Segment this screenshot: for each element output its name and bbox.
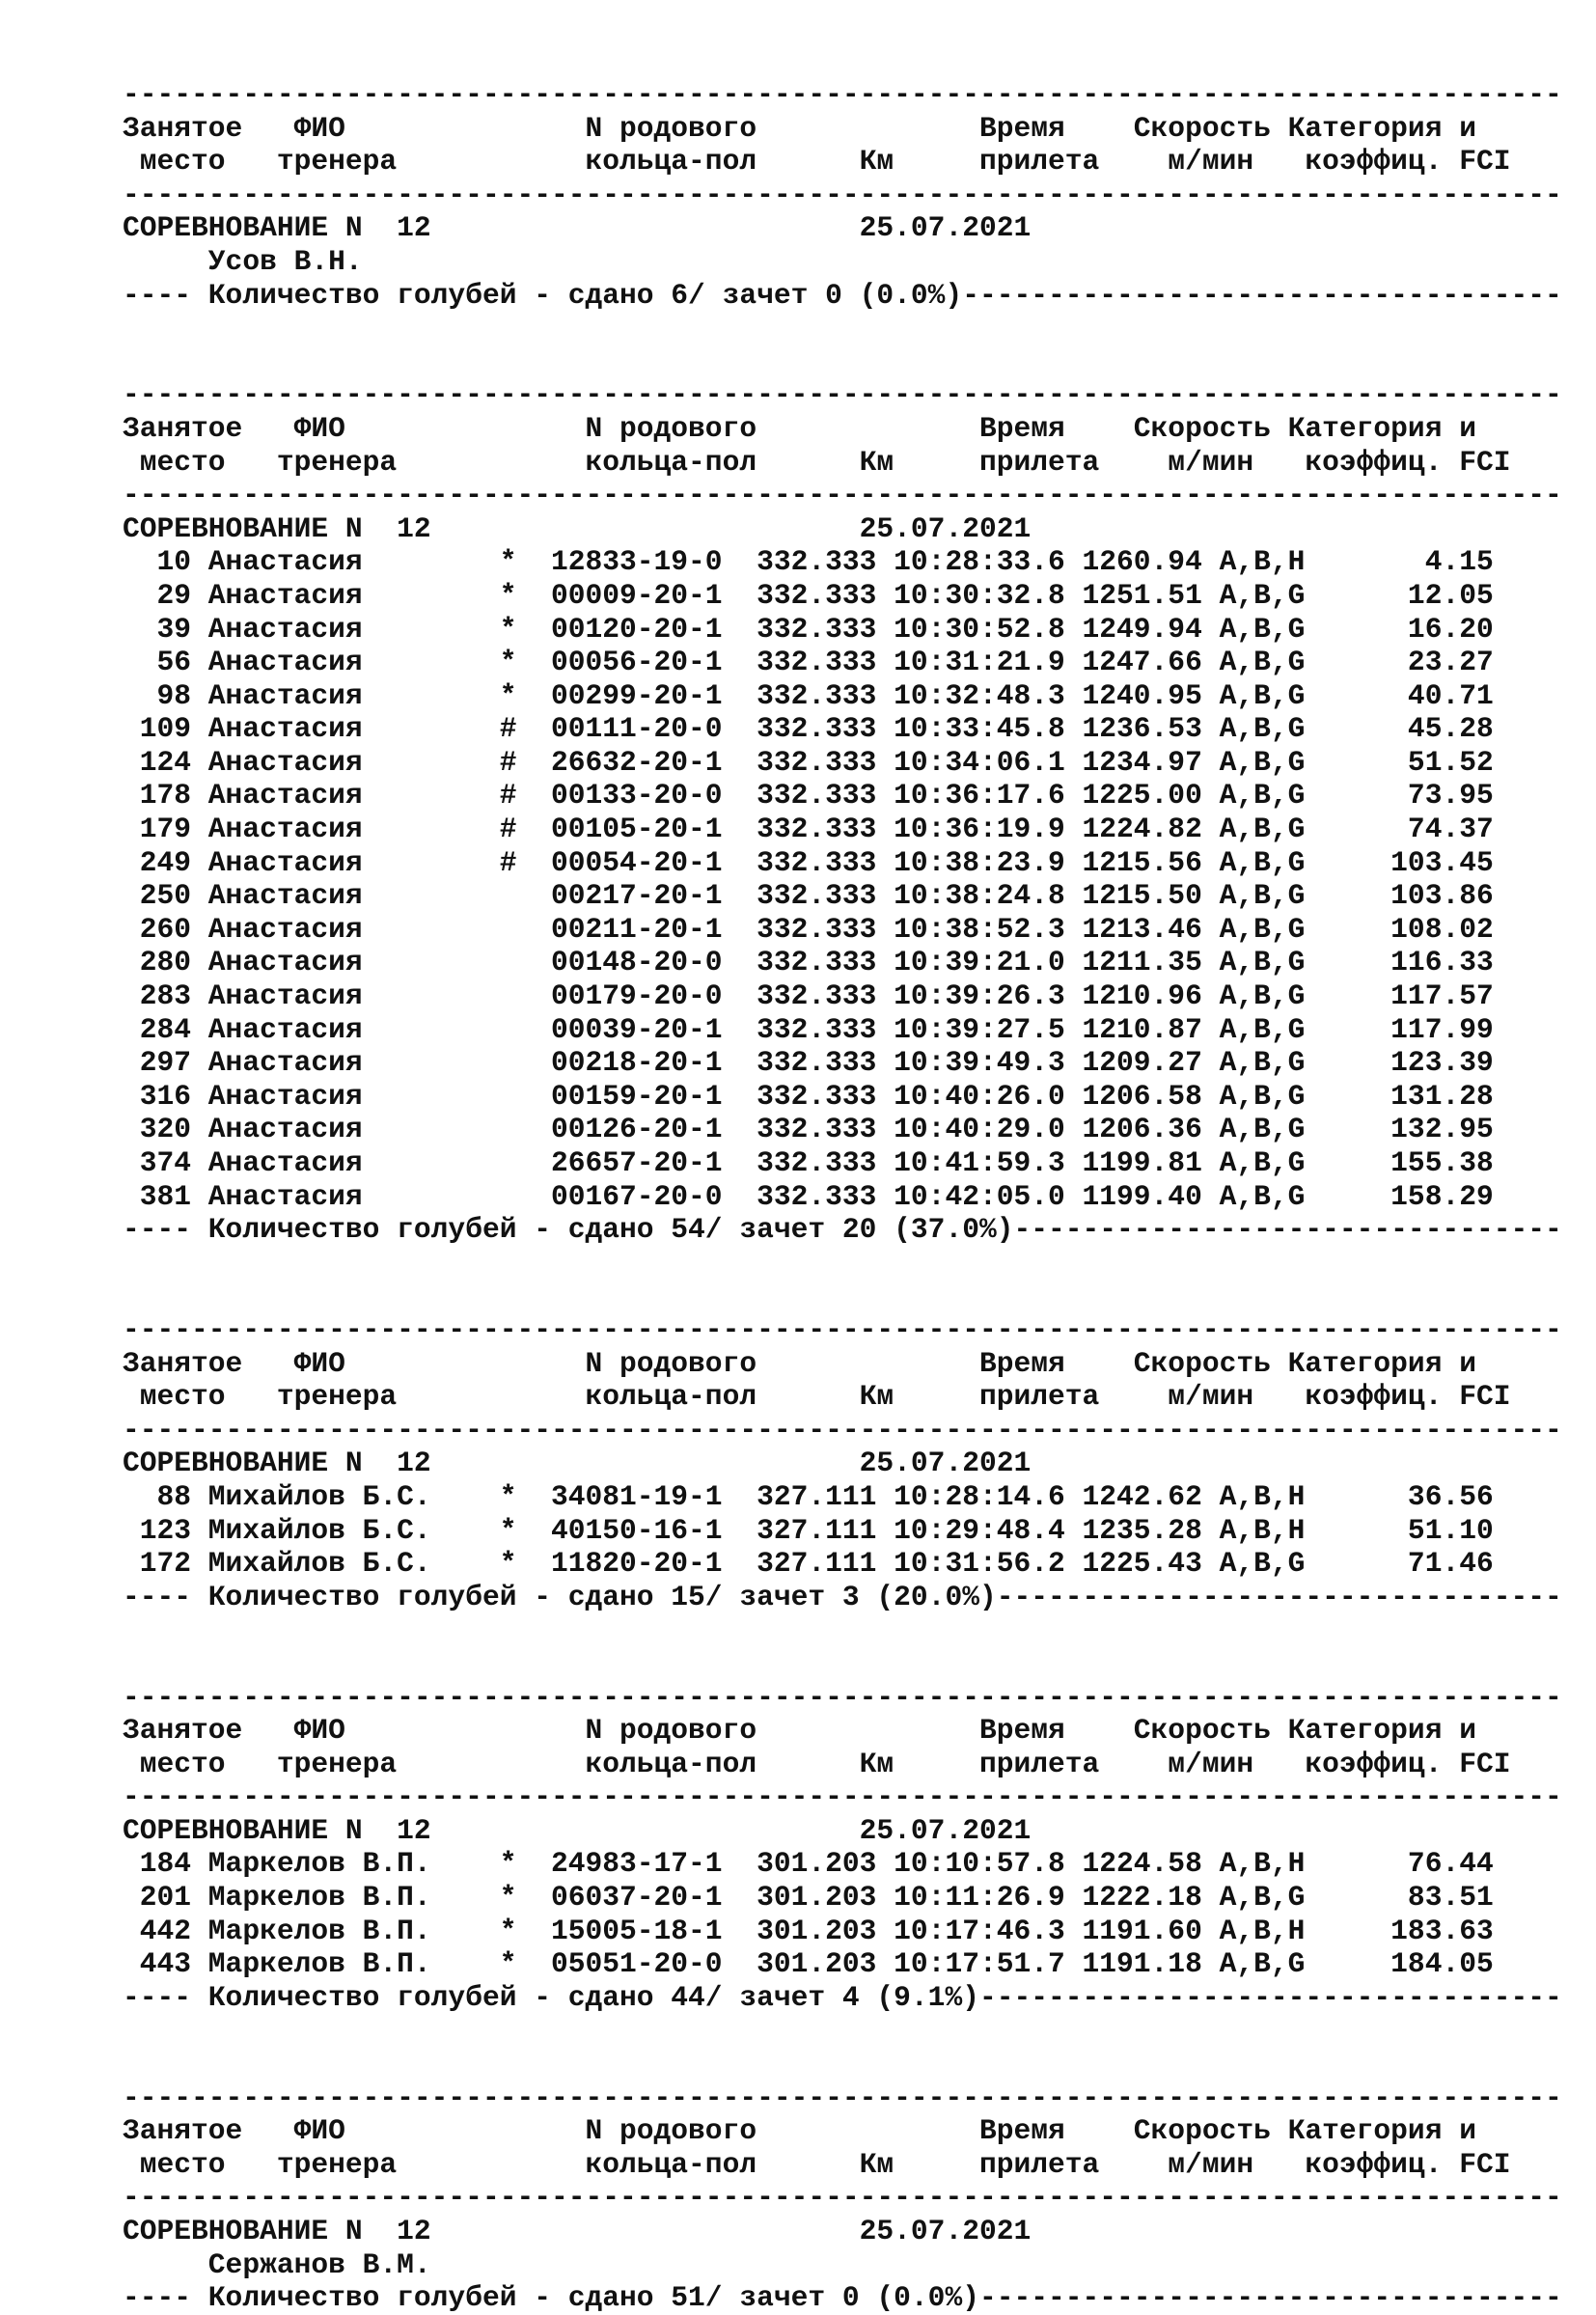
trainer-name: Сержанов В.М.: [123, 2247, 431, 2281]
result-row: 316 Анастасия 00159-20-1 332.333 10:40:26.0 1206.58 A,B,G 131.28: [123, 1079, 1494, 1113]
result-row: 109 Анастасия # 00111-20-0 332.333 10:33:45.8 1236.53 A,B,G 45.28: [123, 712, 1494, 746]
separator-line: ------------------------------------------------------------------------------------: [123, 178, 1562, 211]
header-line-1: Занятое ФИО N родового Время Скорость Категория и: [123, 111, 1476, 145]
result-row: 280 Анастасия 00148-20-0 332.333 10:39:21.0 1211.35 A,B,G 116.33: [123, 946, 1494, 979]
result-row: 56 Анастасия * 00056-20-1 332.333 10:31:21.9 1247.66 A,B,G 23.27: [123, 646, 1494, 679]
section-title: СОРЕВНОВАНИЕ N 12 25.07.2021: [123, 1447, 1032, 1480]
result-row: 201 Маркелов В.П. * 06037-20-1 301.203 10:11:26.9 1222.18 A,B,G 83.51: [123, 1881, 1494, 1915]
section-summary: ---- Количество голубей - сдано 51/ зачет 0 (0.0%)----------------------------------: [123, 2281, 1562, 2315]
result-row: 442 Маркелов В.П. * 15005-18-1 301.203 10:17:46.3 1191.60 A,B,H 183.63: [123, 1914, 1494, 1947]
header-line-1: Занятое ФИО N родового Время Скорость Категория и: [123, 1346, 1476, 1380]
result-row: 39 Анастасия * 00120-20-1 332.333 10:30:52.8 1249.94 A,B,G 16.20: [123, 612, 1494, 646]
section-title: СОРЕВНОВАНИЕ N 12 25.07.2021: [123, 211, 1032, 245]
result-row: 10 Анастасия * 12833-19-0 332.333 10:28:33.6 1260.94 A,B,H 4.15: [123, 545, 1494, 579]
result-row: 29 Анастасия * 00009-20-1 332.333 10:30:32.8 1251.51 A,B,G 12.05: [123, 578, 1494, 612]
section-title: СОРЕВНОВАНИЕ N 12 25.07.2021: [123, 511, 1032, 545]
result-row: 250 Анастасия 00217-20-1 332.333 10:38:24.8 1215.50 A,B,G 103.86: [123, 879, 1494, 913]
separator-line: ------------------------------------------------------------------------------------: [123, 2081, 1562, 2114]
separator-line: ------------------------------------------------------------------------------------: [123, 2181, 1562, 2215]
section-summary: ---- Количество голубей - сдано 6/ зачет 0 (0.0%)-----------------------------------: [123, 278, 1562, 312]
header-line-1: Занятое ФИО N родового Время Скорость Категория и: [123, 2114, 1476, 2148]
result-row: 184 Маркелов В.П. * 24983-17-1 301.203 10:10:57.8 1224.58 A,B,H 76.44: [123, 1847, 1494, 1881]
result-row: 178 Анастасия # 00133-20-0 332.333 10:36:17.6 1225.00 A,B,G 73.95: [123, 779, 1494, 813]
result-row: 98 Анастасия * 00299-20-1 332.333 10:32:48.3 1240.95 A,B,G 40.71: [123, 678, 1494, 712]
result-row: 443 Маркелов В.П. * 05051-20-0 301.203 10:17:51.7 1191.18 A,B,G 184.05: [123, 1947, 1494, 1981]
separator-line: ------------------------------------------------------------------------------------: [123, 479, 1562, 512]
section-gap: [123, 312, 1562, 378]
result-row: 123 Михайлов Б.С. * 40150-16-1 327.111 10:29:48.4 1235.28 A,B,H 51.10: [123, 1513, 1494, 1547]
header-line-1: Занятое ФИО N родового Время Скорость Категория и: [123, 1714, 1476, 1748]
header-line-2: место тренера кольца-пол Км прилета м/мин коэффиц. FCI: [123, 145, 1511, 179]
result-row: 283 Анастасия 00179-20-0 332.333 10:39:26.3 1210.96 A,B,G 117.57: [123, 979, 1494, 1013]
section-summary: ---- Количество голубей - сдано 15/ зачет 3 (20.0%)---------------------------------: [123, 1580, 1562, 1613]
header-line-2: место тренера кольца-пол Км прилета м/мин коэффиц. FCI: [123, 1380, 1511, 1414]
result-row: 179 Анастасия # 00105-20-1 332.333 10:36:19.9 1224.82 A,B,G 74.37: [123, 813, 1494, 846]
section-summary: ---- Количество голубей - сдано 54/ зачет 20 (37.0%)--------------------------------: [123, 1213, 1562, 1247]
section-gap: [123, 2014, 1562, 2081]
section-gap: [123, 1247, 1562, 1313]
result-row: 284 Анастасия 00039-20-1 332.333 10:39:27.5 1210.87 A,B,G 117.99: [123, 1012, 1494, 1046]
header-line-1: Занятое ФИО N родового Время Скорость Категория и: [123, 411, 1476, 445]
separator-line: ------------------------------------------------------------------------------------: [123, 1413, 1562, 1447]
header-line-2: место тренера кольца-пол Км прилета м/мин коэффиц. FCI: [123, 2147, 1511, 2181]
separator-line: ------------------------------------------------------------------------------------: [123, 1780, 1562, 1814]
result-row: 320 Анастасия 00126-20-1 332.333 10:40:29.0 1206.36 A,B,G 132.95: [123, 1113, 1494, 1146]
result-row: 124 Анастасия # 26632-20-1 332.333 10:34:06.1 1234.97 A,B,G 51.52: [123, 745, 1494, 779]
result-row: 381 Анастасия 00167-20-0 332.333 10:42:05.0 1199.40 A,B,G 158.29: [123, 1179, 1494, 1213]
result-row: 249 Анастасия # 00054-20-1 332.333 10:38:23.9 1215.56 A,B,G 103.45: [123, 845, 1494, 879]
separator-line: ------------------------------------------------------------------------------------: [123, 78, 1562, 111]
trainer-name: Усов В.Н.: [123, 244, 363, 278]
race-report: [123, 78, 1562, 2315]
result-row: 88 Михайлов Б.С. * 34081-19-1 327.111 10:28:14.6 1242.62 A,B,H 36.56: [123, 1479, 1494, 1513]
separator-line: ------------------------------------------------------------------------------------: [123, 378, 1562, 412]
separator-line: ------------------------------------------------------------------------------------: [123, 1680, 1562, 1714]
section-title: СОРЕВНОВАНИЕ N 12 25.07.2021: [123, 2215, 1032, 2247]
header-line-2: место тренера кольца-пол Км прилета м/мин коэффиц. FCI: [123, 1747, 1511, 1780]
section-summary: ---- Количество голубей - сдано 44/ зачет 4 (9.1%)----------------------------------: [123, 1980, 1562, 2014]
separator-line: ------------------------------------------------------------------------------------: [123, 1312, 1562, 1346]
result-row: 260 Анастасия 00211-20-1 332.333 10:38:52.3 1213.46 A,B,G 108.02: [123, 912, 1494, 946]
section-title: СОРЕВНОВАНИЕ N 12 25.07.2021: [123, 1813, 1032, 1847]
result-row: 374 Анастасия 26657-20-1 332.333 10:41:59.3 1199.81 A,B,G 155.38: [123, 1146, 1494, 1179]
result-row: 172 Михайлов Б.С. * 11820-20-1 327.111 10:31:56.2 1225.43 A,B,G 71.46: [123, 1547, 1494, 1581]
header-line-2: место тренера кольца-пол Км прилета м/мин коэффиц. FCI: [123, 445, 1511, 479]
result-row: 297 Анастасия 00218-20-1 332.333 10:39:49.3 1209.27 A,B,G 123.39: [123, 1046, 1494, 1080]
section-gap: [123, 1613, 1562, 1680]
